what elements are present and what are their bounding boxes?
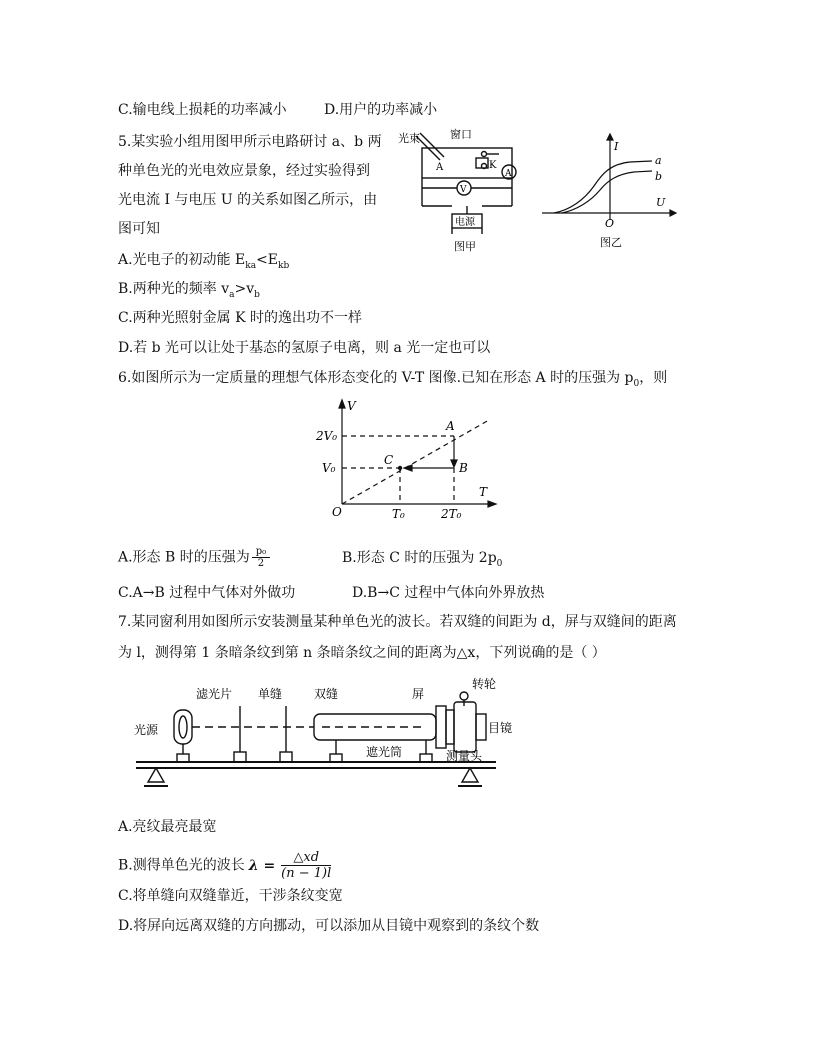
q5-option-c: C.两种光照射金属 K 时的逸出功不一样 [118,310,363,326]
label-double-slit: 双缝 [314,687,339,701]
circuit-diagram-jia [392,128,532,256]
axis-label-u: U [656,196,666,209]
tick-label-2v0: 2V₀ [316,429,338,443]
label-anode-a: A [436,162,444,173]
q6-stem: 6.如图所示为一定质量的理想气体形态变化的 V-T 图像.已知在形态 A 时的压强为 $p_0$，则 [118,370,668,389]
double-slit-apparatus [126,676,513,800]
fraction-p0-over-2: $\frac{\text{p₀}}{2}$ [252,546,270,569]
caption-yi: 图乙 [600,236,622,249]
q5-option-a: A.光电子的初动能 $E_{ka}<E_{kb}$ [118,252,290,271]
q5-option-b: B.两种光的频率 $v_a>v_b$ [118,281,260,300]
label-wheel: 转轮 [472,677,497,691]
q5-stem-line-4: 图可知 [118,221,160,237]
tick-label-t0: T₀ [392,507,405,521]
vt-graph [314,396,504,522]
origin-label: O [332,505,342,519]
label-filter: 滤光片 [196,687,233,701]
q5-stem-line-2: 种单色光的光电效应景象，经过实验得到 [118,163,370,179]
point-label-b: B [459,461,468,475]
q6-option-d: D.B→C 过程中气体向外界放热 [352,585,545,601]
point-label-a: A [446,419,455,433]
q5-stem-line-3: 光电流 I 与电压 U 的关系如图乙所示，由 [118,192,378,208]
label-window: 窗口 [450,128,472,141]
q7-stem-line-2: 为 l，测得第 1 条暗条纹到第 n 条暗条纹之间的距离为△x，下列说确的是（ ） [118,645,606,661]
q5-option-d: D.若 b 光可以让处于基态的氢原子电离，则 a 光一定也可以 [118,340,491,356]
point-label-c: C [384,453,394,467]
label-light-source: 光源 [134,723,159,737]
label-single-slit: 单缝 [258,687,283,701]
axis-label-v: V [347,399,356,413]
axis-label-i: I [614,140,619,153]
label-light-tube: 遮光筒 [366,745,403,759]
curve-label-b: b [655,170,663,183]
q7-option-a: A.亮纹最亮最宽 [118,819,217,835]
label-eyepiece: 目镜 [488,721,513,735]
tick-label-2t0: 2T₀ [441,507,462,521]
q7-option-d: D.将屏向远离双缝的方向挪动，可以添加从目镜中观察到的条纹个数 [118,918,540,934]
q6-option-a: A.形态 B 时的压强为 $\frac{\text{p₀}}{2}$ [118,546,270,569]
label-voltmeter: V [460,185,467,195]
curve-label-a: a [655,154,662,167]
q7-option-c: C.将单缝向双缝靠近，干涉条纹变宽 [118,888,343,904]
q6-option-b: B.形态 C 时的压强为 $2p_0$ [342,550,503,569]
axis-label-t: T [479,485,488,499]
q7-stem-line-1: 7.某同窗利用如图所示安装测量某种单色光的波长。若双缝的间距为 d，屏与双缝间的距离 [118,614,677,630]
label-cathode-k: K [489,160,497,171]
iu-graph-yi [540,130,680,256]
label-power-supply: 电源 [455,217,475,228]
q6-option-c: C.A→B 过程中气体对外做功 [118,585,296,601]
q5-stem-line-1: 5.某实验小组用图甲所示电路研讨 a、b 两 [118,134,382,150]
q7-option-b: B.测得单色光的波长 λ = $\frac{\triangle xd}{(n - 1)l}$ [118,850,332,881]
q4-option-d: D.用户的功率减小 [324,102,438,118]
label-ammeter: A [505,169,512,179]
q4-option-c: C.输电线上损耗的功率减小 [118,102,287,118]
fraction-wavelength: $\frac{\triangle xd}{(n - 1)l}$ [281,850,332,881]
label-screen: 屏 [412,687,425,701]
label-beam: 光束 [398,132,420,145]
tick-label-v0: V₀ [322,461,336,475]
origin-label: O [605,217,615,230]
caption-jia: 图甲 [454,240,476,253]
label-measuring-head: 测量头 [446,749,483,763]
